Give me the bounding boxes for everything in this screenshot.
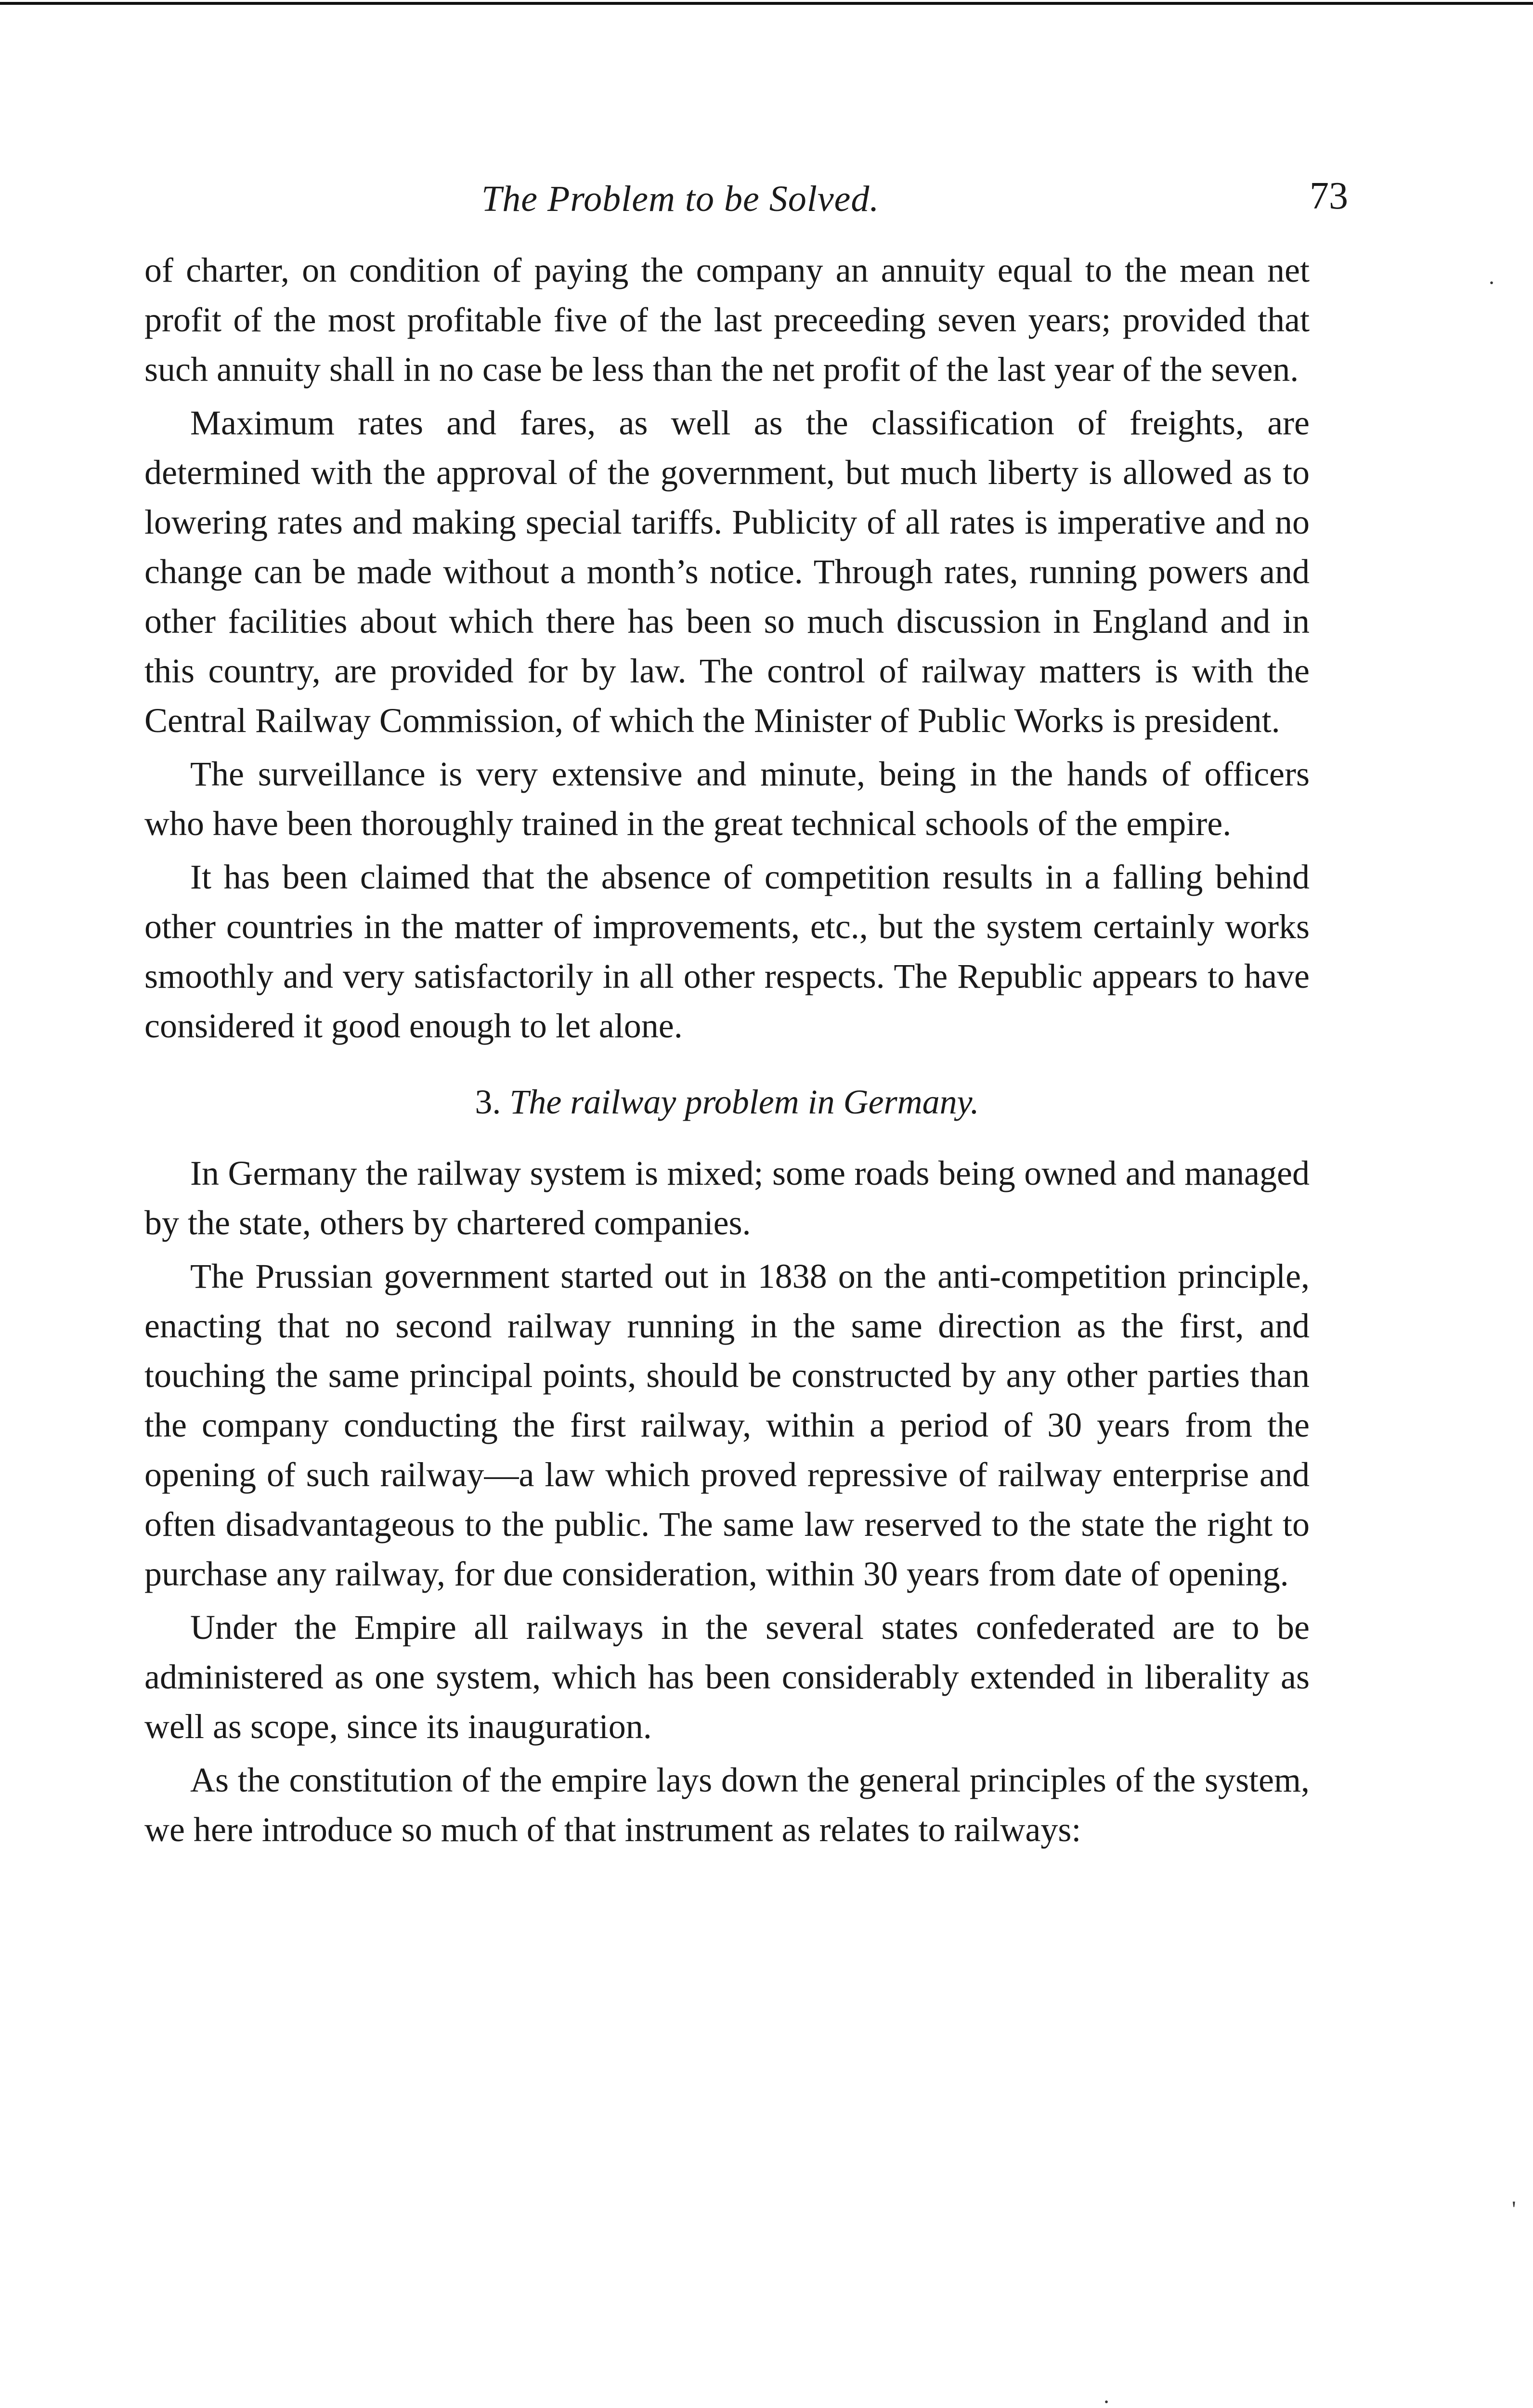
paragraph: The surveillance is very extensive and minute, being in the hands of officers who have been thoroughly trained in the great technical schools of the empire. bbox=[144, 755, 1310, 843]
paragraph: The Prussian government started out in 1838 on the anti-competition principle, enacting that no second railway running in the same direction as the first, and touching the same principal points, should be constructed by any other parties than the company conducting the first railway, within a period of 30 years from the opening of such railway—a law which proved repressive of railway enterprise and often disadvantageous to the public. The same law reserved to the state the right to purchase any railway, for due consideration, within 30 years from date of opening. bbox=[144, 1257, 1310, 1593]
body-text bbox=[144, 246, 1310, 1858]
paragraph: As the constitution of the empire lays down the general principles of the system, we here introduce so much of that instrument as relates to railways: bbox=[144, 1761, 1310, 1849]
page-header bbox=[144, 175, 1348, 231]
paragraph: Maximum rates and fares, as well as the classification of freights, are determined with the approval of the government, but much liberty is allowed as to lowering rates and making special tariffs. Publicity of all rates is imperative and no change can be made without a month’s notice. Through rates, running powers and other facilities about which there has been so much discussion in England and in this country, are provided for by law. The control of railway matters is with the Central Railway Commission, of which the Minister of Public Works is president. bbox=[144, 404, 1310, 740]
page-number: 73 bbox=[1310, 175, 1348, 217]
running-title: The Problem to be Solved. bbox=[481, 179, 880, 219]
section-number: 3. bbox=[475, 1083, 501, 1121]
paragraph: Under the Empire all railways in the several states confederated are to be administered as one system, which has been considerably extended in liberality as well as scope, since its inauguration. bbox=[144, 1608, 1310, 1746]
paragraph: It has been claimed that the absence of competition results in a falling behind other countries in the matter of improvements, etc., but the system certainly works smoothly and very satisfactorily in all other respects. The Republic appears to have considered it good enough to let alone. bbox=[144, 858, 1310, 1045]
margin-speck: ' bbox=[1512, 2197, 1516, 2222]
paragraph-continued: of charter, on condition of paying the company an annuity equal to the mean net profit of the most profitable five of the last preceeding seven years; provided that such annuity shall in no case be less than the net profit of the last year of the seven. bbox=[144, 251, 1310, 389]
paragraph: In Germany the railway system is mixed; some roads being owned and managed by the state, others by chartered companies. bbox=[144, 1154, 1310, 1242]
section-heading bbox=[144, 1077, 1310, 1127]
page-edge-rule bbox=[0, 0, 1533, 5]
section-title: The railway problem in Germany. bbox=[509, 1083, 979, 1121]
margin-speck: · bbox=[1103, 2389, 1110, 2408]
margin-speck: · bbox=[1488, 270, 1495, 296]
